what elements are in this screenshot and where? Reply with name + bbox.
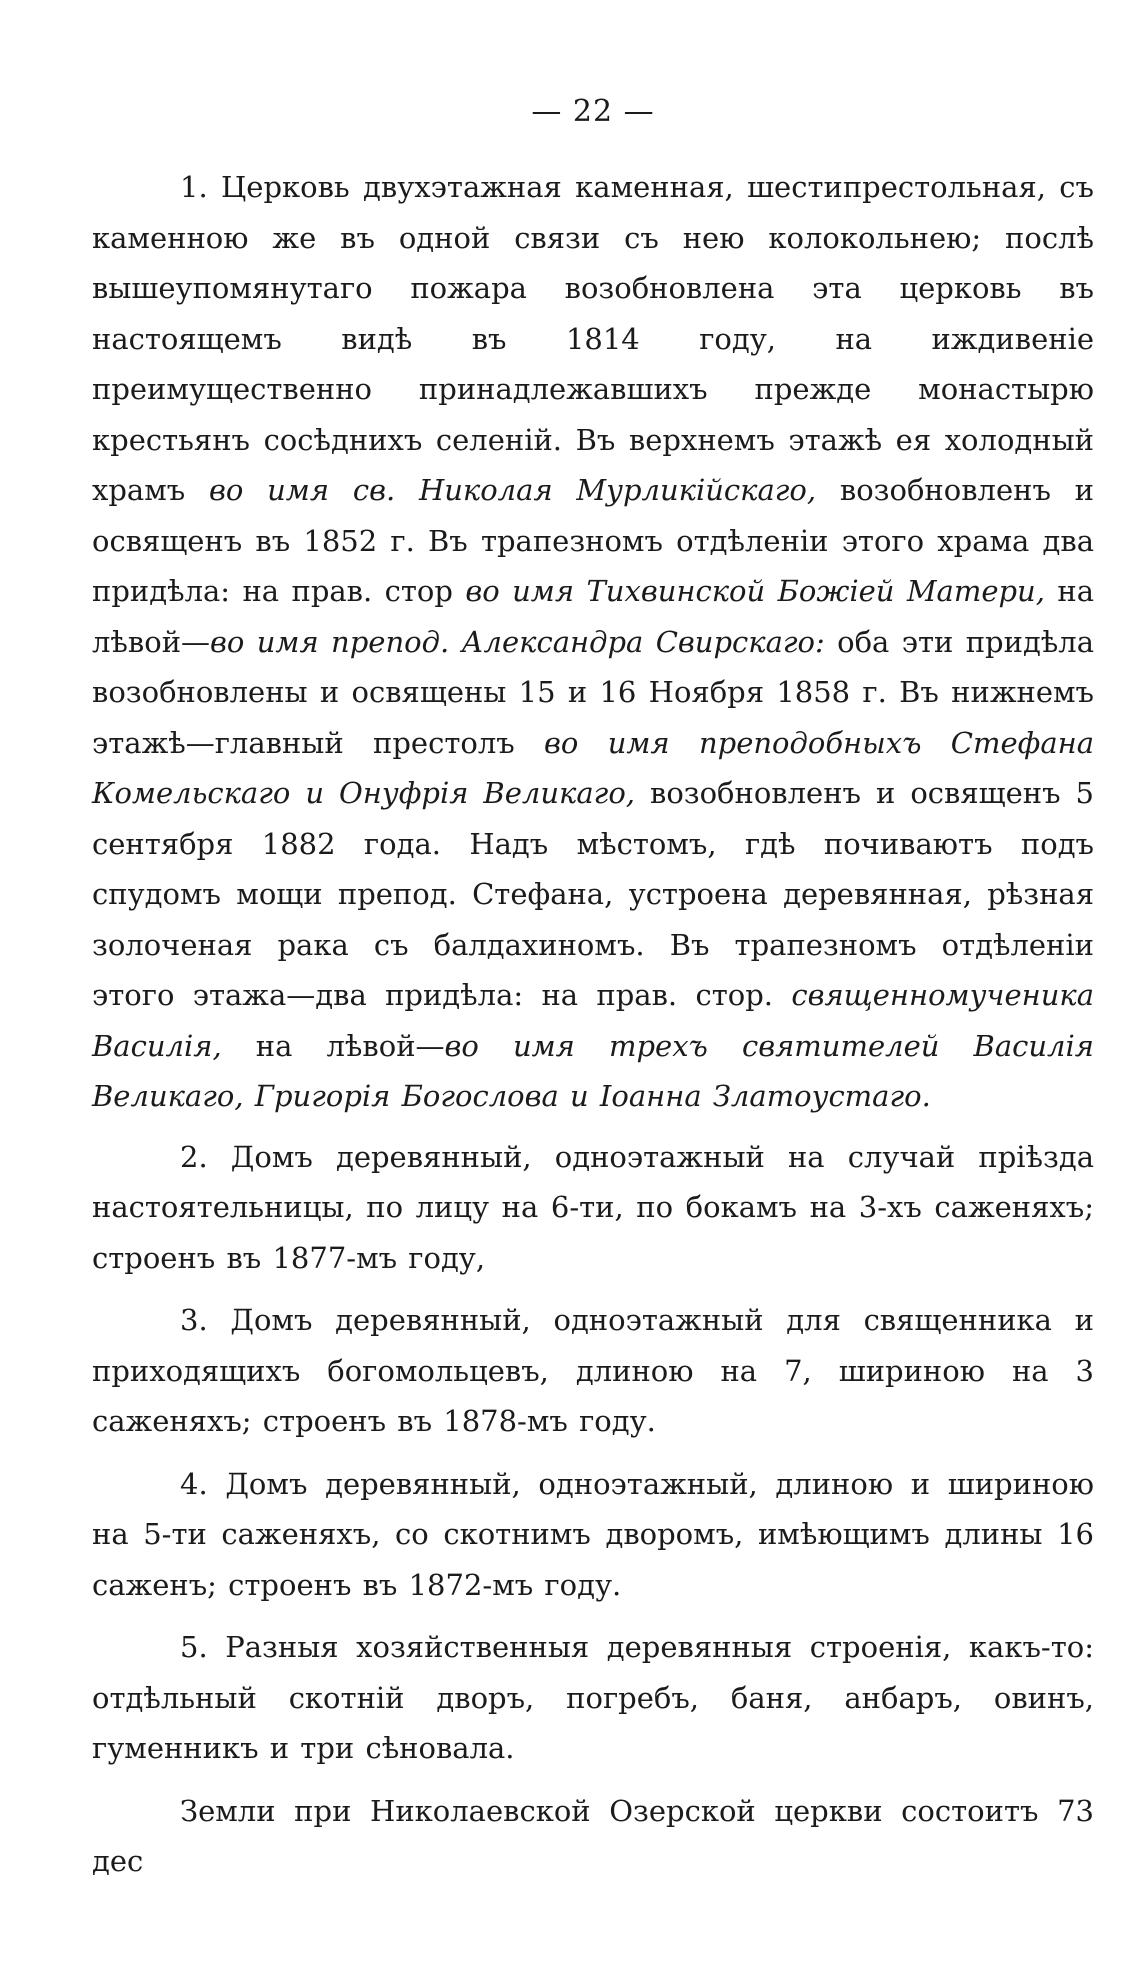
text-segment: возобновленъ и освященъ въ 1852 г. Въ трапезномъ отдѣленіи этого храма два придѣла: на прав. стор [92,473,1094,608]
text-segment: 2. Домъ деревянный, одноэтажный на случай пріѣзда настоятельницы, по лицу на 6-ти, по бокамъ на 3-хъ саженяхъ; строенъ въ 1877-мъ году, [92,1139,1094,1275]
text-segment: оба эти придѣла возобновлены и освящены 15 и 16 Ноября 1858 г. Въ нижнемъ этажѣ—главный престолъ [92,624,1094,760]
paragraph-1 [92,162,1094,1122]
text-segment: Земли при Николаевской Озерской церкви состоитъ 73 дес [92,1793,1094,1878]
paragraph-2 [92,1132,1094,1284]
paragraph-3 [92,1295,1094,1447]
italic-segment: во имя препод. Александра Свирскаго: [210,624,825,659]
italic-segment: во имя трехъ святителей Василія Великаго, Григорія Богослова и Іоанна Златоустаго. [92,1028,1094,1113]
text-segment: на лѣвой— [92,574,1094,659]
paragraph-4 [92,1459,1094,1611]
text-segment: возобновленъ и освященъ 5 сентября 1882 года. Надъ мѣстомъ, гдѣ почиваютъ подъ спудомъ мощи препод. Стефана, устроена деревянная, рѣзная золоченая рака съ балдахиномъ. Въ трапезномъ отдѣленіи этого этажа—два придѣла: на прав. стор. [92,776,1094,1012]
text-segment: на лѣвой— [221,1028,445,1063]
text-segment: 1. Церковь двухэтажная каменная, шестипрестольная, съ каменною же въ одной связи съ нею колокольнею; послѣ вышеупомянутаго пожара возобновлена эта церковь въ настоящемъ видѣ въ 1814 году, на иждивеніе преимущественно принадлежавшихъ прежде монастырю крестьянъ сосѣднихъ селеній. Въ верхнемъ этажѣ ея холодный храмъ [92,170,1094,507]
italic-segment: во имя Тихвинской Божіей Матери, [465,574,1045,608]
italic-segment: во имя св. Николая Мурликійскаго, [209,473,817,507]
text-segment: 4. Домъ деревянный, одноэтажный, длиною и шириною на 5-ти саженяхъ, со скотнимъ дворомъ, имѣющимъ длины 16 саженъ; строенъ въ 1872-мъ году. [92,1466,1094,1602]
italic-segment: священномученика Василія, [92,978,1094,1063]
text-segment: 3. Домъ деревянный, одноэтажный для священника и приходящихъ богомольцевъ, длиною на 7, шириною на 3 саженяхъ; строенъ въ 1878-мъ году. [92,1303,1094,1438]
page-number: — 22 — [531,94,655,129]
paragraph-5 [92,1622,1094,1774]
text-segment: 5. Разныя хозяйственныя деревянныя строенія, какъ-то: отдѣльный скотній дворъ, погребъ, баня, анбаръ, овинъ, гуменникъ и три сѣновала. [92,1630,1094,1765]
paragraph-6 [92,1786,1094,1887]
italic-segment: во имя преподобныхъ Стефана Комельскаго и Онуфрія Великаго, [92,725,1094,810]
